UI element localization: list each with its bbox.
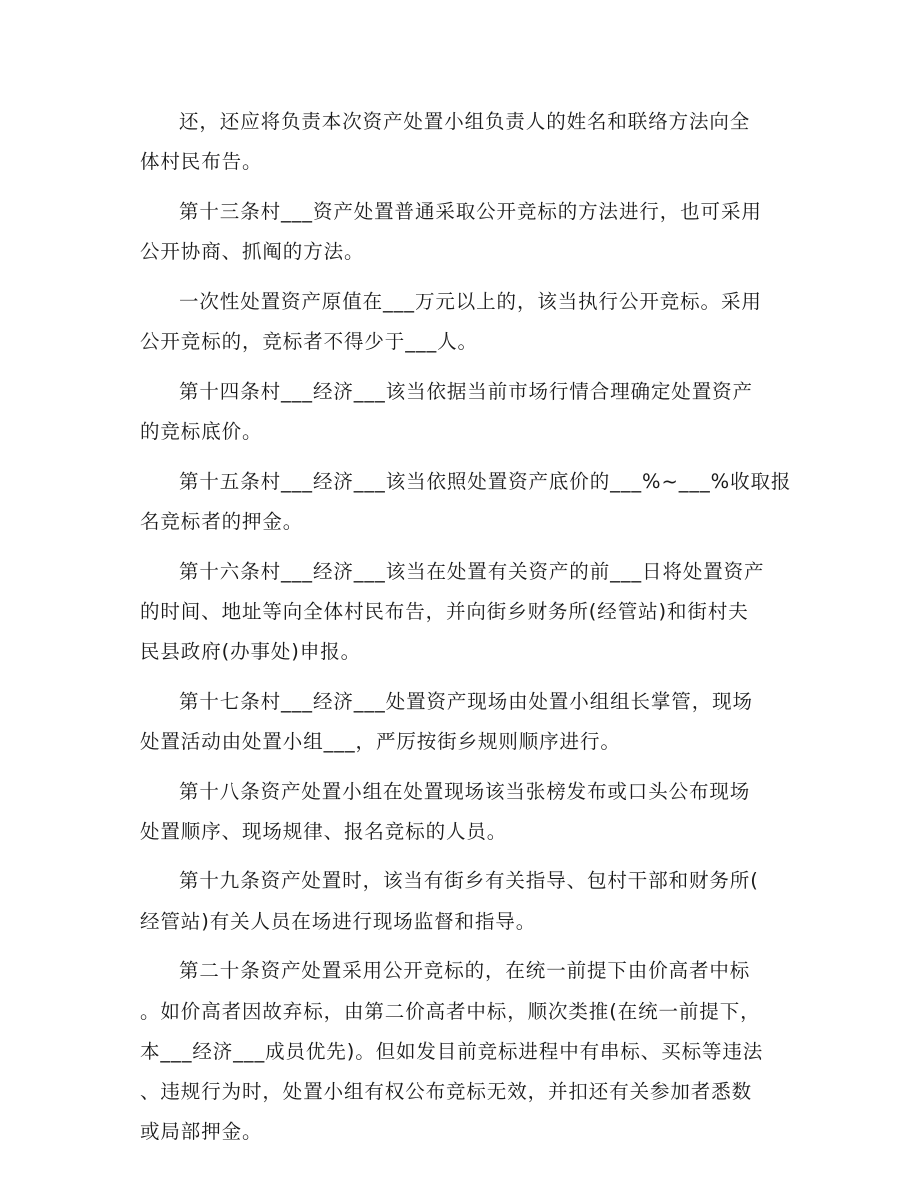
text-line: 本___经济___成员优先)。但如发目前竞标进程中有串标、买标等违法: [140, 1039, 764, 1063]
text-line: 处置顺序、现场规律、报名竞标的人员。: [140, 819, 508, 843]
text-line: 公开竞标的，竞标者不得少于___人。: [140, 330, 478, 354]
text-line: 第十三条村___资产处置普通采取公开竞标的方法进行，也可采用: [179, 199, 762, 223]
text-line: 第十八条资产处置小组在处置现场该当张榜发布或口头公布现场: [179, 779, 751, 803]
paragraph-article-18: [140, 772, 780, 852]
paragraph-article-19: [140, 861, 780, 941]
text-line: 第十九条资产处置时，该当有街乡有关指导、包村干部和财务所(: [179, 869, 759, 893]
document-body: [140, 102, 792, 1162]
paragraph-article-13: [140, 192, 780, 272]
paragraph-article-14: [140, 372, 780, 452]
text-line: 一次性处置资产原值在___万元以上的，该当执行公开竞标。采用: [179, 289, 762, 313]
text-line: 第十七条村___经济___处置资产现场由处置小组组长掌管，现场: [179, 689, 753, 713]
text-line: 经管站)有关人员在场进行现场监督和指导。: [140, 909, 537, 933]
text-line: 第二十条资产处置采用公开竞标的，在统一前提下由价高者中标: [179, 959, 751, 983]
text-line: 名竞标者的押金。: [140, 509, 304, 533]
text-line: 民县政府(办事处)申报。: [140, 639, 362, 663]
paragraph-article-17: [140, 682, 780, 762]
paragraph: [140, 282, 780, 362]
text-line: 体村民布告。: [140, 150, 263, 174]
paragraph-article-16: [140, 552, 780, 673]
text-line: 还，还应将负责本次资产处置小组负责人的姓名和联络方法向全: [179, 110, 751, 133]
text-line: 处置活动由处置小组___，严厉按街乡规则顺序进行。: [140, 729, 621, 753]
text-line: 或局部押金。: [140, 1120, 263, 1144]
text-line: 第十五条村___经济___该当依照处置资产底价的___%~___%收取报: [179, 469, 792, 493]
text-line: 。如价高者因故弃标，由第二价高者中标，顺次类推(在统一前提下，: [140, 999, 761, 1023]
paragraph-article-15: [140, 462, 792, 542]
text-line: 的竞标底价。: [140, 419, 263, 443]
text-line: 第十四条村___经济___该当依据当前市场行情合理确定处置资产: [179, 379, 753, 403]
text-line: 、违规行为时，处置小组有权公布竞标无效，并扣还有关参加者悉数: [140, 1079, 753, 1103]
text-line: 公开协商、抓阄的方法。: [140, 240, 365, 264]
paragraph: [140, 102, 780, 182]
text-line: 第十六条村___经济___该当在处置有关资产的前___日将处置资产: [179, 559, 765, 583]
text-line: 的时间、地址等向全体村民布告，并向街乡财务所(经管站)和街村夫: [140, 599, 749, 623]
paragraph-article-20: [140, 951, 780, 1152]
